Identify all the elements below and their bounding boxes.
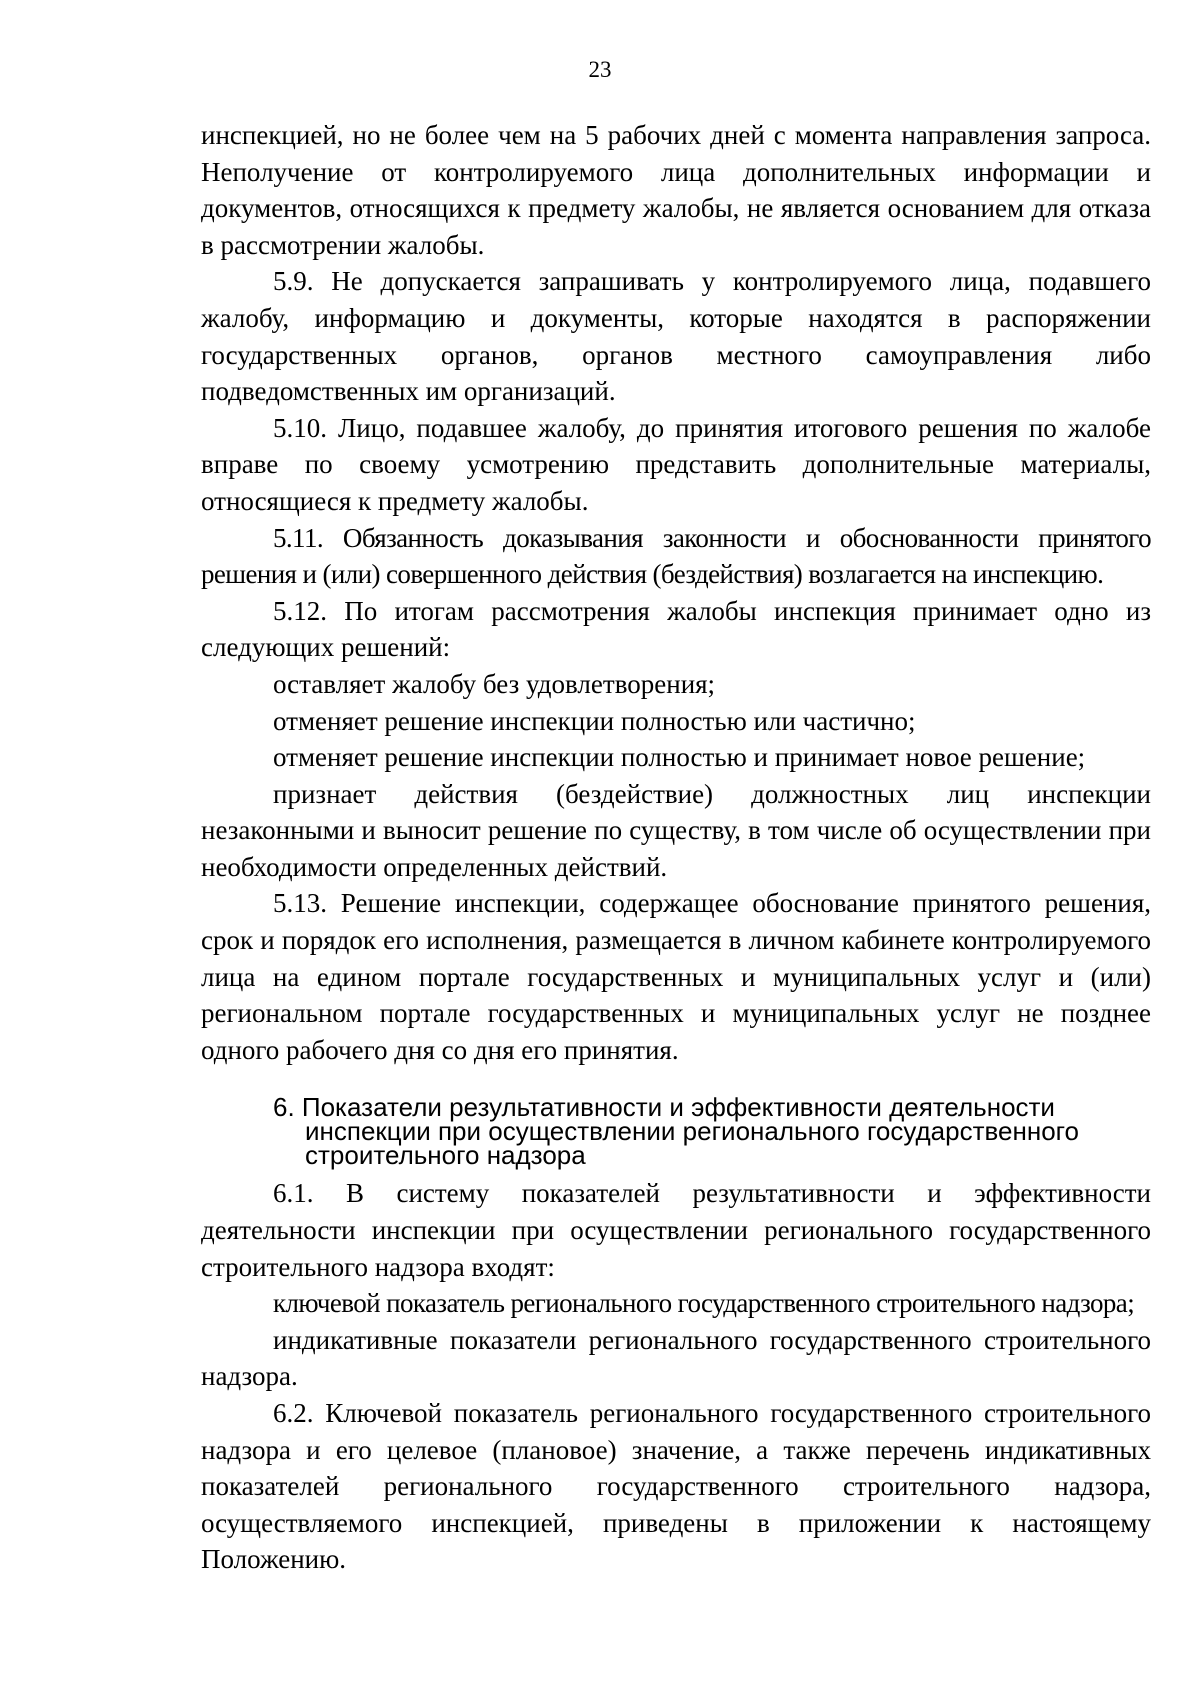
section-6-heading-line-3: строительного надзора [305, 1140, 586, 1171]
list-item-indicator-indicative: индикативные показатели регионального государственного строительного надзора. [201, 1324, 1151, 1392]
paragraph-5-9: 5.9. Не допускается запрашивать у контролируемого лица, подавшего жалобу, информацию и документы, которые находятся в распоряжении государственных органов, органов местного самоуправления либо подведомственных им организаций. [201, 266, 1151, 407]
list-item-decision-4: признает действия (бездействие) должностных лиц инспекции незаконными и выносит решение по существу, в том числе об осуществлении при необходимости определенных действий. [201, 778, 1151, 882]
paragraph-5-11: 5.11. Обязанность доказывания законности и обоснованности принятого решения и (или) совершенного действия (бездействия) возлагается на инспекцию. [201, 522, 1151, 590]
page-number: 23 [588, 57, 612, 82]
paragraph-6-2: 6.2. Ключевой показатель регионального государственного строительного надзора и его целевое (плановое) значение, а также перечень индикативных показателей регионального государственного строительного надзора, осуществляемого инспекцией, приведены в приложении к настоящему Положению. [201, 1398, 1151, 1575]
paragraph-5-13: 5.13. Решение инспекции, содержащее обоснование принятого решения, срок и порядок его исполнения, размещается в личном кабинете контролируемого лица на едином портале государственных и муниципальных услуг и (или) региональном портале государственных и муниципальных услуг не позднее одного рабочего дня со дня его принятия. [201, 888, 1151, 1065]
paragraph-5-10: 5.10. Лицо, подавшее жалобу, до принятия итогового решения по жалобе вправе по своему усмотрению представить дополнительные материалы, относящиеся к предмету жалобы. [201, 412, 1151, 516]
document-body [201, 117, 1151, 1578]
list-item-indicator-key: ключевой показатель регионального государственного строительного надзора; [273, 1288, 1135, 1319]
list-item-decision-3: отменяет решение инспекции полностью и принимает новое решение; [273, 742, 1086, 773]
paragraph-5-8-continuation: инспекцией, но не более чем на 5 рабочих дней с момента направления запроса. Неполучение от контролируемого лица дополнительных информации и документов, относящихся к предмету жалобы, не является основанием для отказа в рассмотрении жалобы. [201, 120, 1151, 260]
list-item-decision-2: отменяет решение инспекции полностью или частично; [273, 705, 916, 736]
section-6-heading-line-2: инспекции при осуществлении регионального государственного [305, 1116, 1080, 1147]
section-6-heading-line-1: 6. Показатели результативности и эффективности деятельности [273, 1092, 1055, 1123]
list-item-decision-1: оставляет жалобу без удовлетворения; [273, 668, 716, 699]
section-6-heading [273, 1092, 1151, 1171]
paragraph-6-1: 6.1. В систему показателей результативности и эффективности деятельности инспекции при осуществлении регионального государственного строительного надзора входят: [201, 1178, 1151, 1282]
paragraph-5-12: 5.12. По итогам рассмотрения жалобы инспекция принимает одно из следующих решений: [201, 595, 1151, 663]
